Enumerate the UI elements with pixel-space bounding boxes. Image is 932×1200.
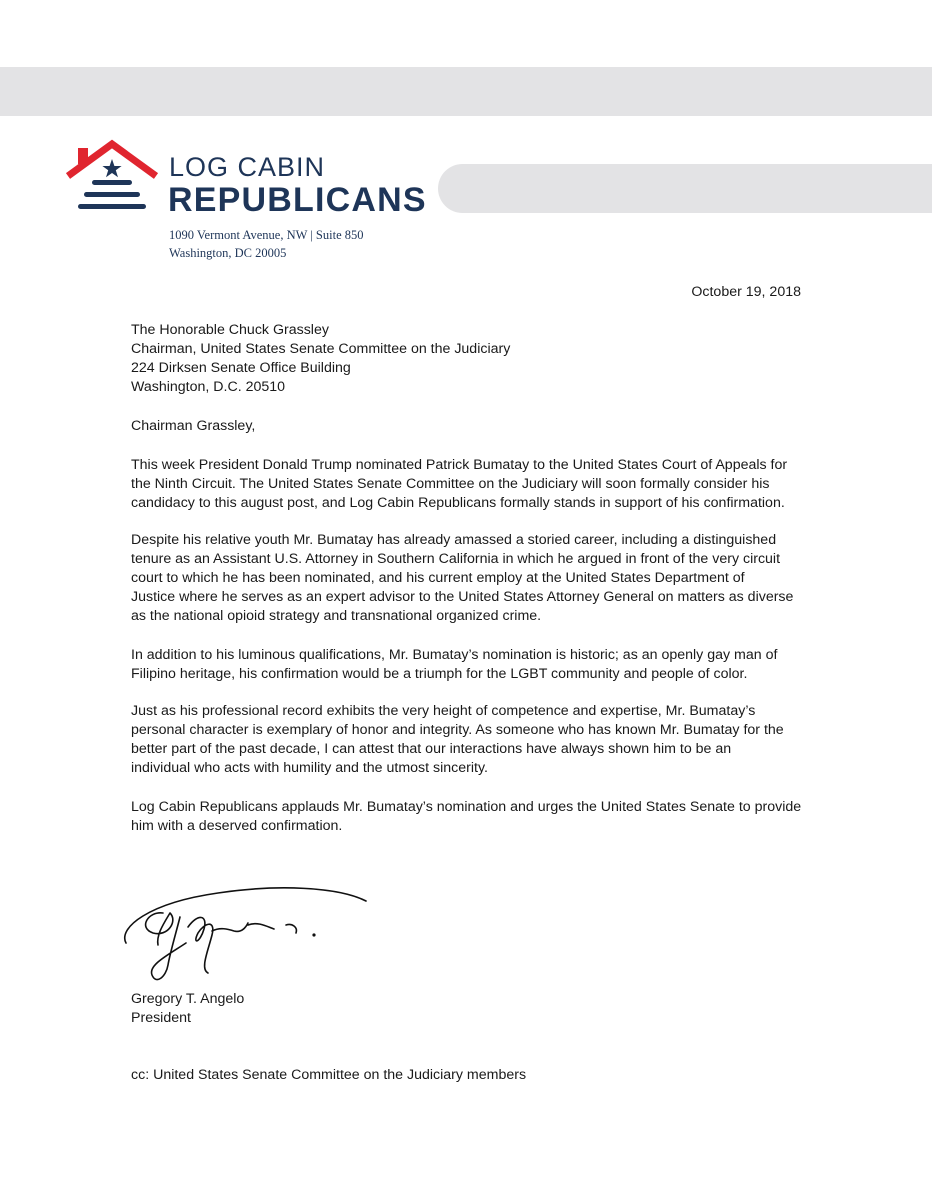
recipient-line: Washington, D.C. 20510 bbox=[131, 379, 286, 395]
cc-text: cc: United States Senate Committee on the Judiciary members bbox=[131, 1067, 527, 1083]
body-paragraph-5 bbox=[131, 798, 811, 836]
logo-wordmark-top: LOG CABIN bbox=[169, 152, 326, 182]
paragraph-line: In addition to his luminous qualifications, Mr. Bumatay’s nomination is historic; as an openly gay man of bbox=[131, 647, 778, 663]
body-paragraph-2 bbox=[131, 531, 811, 626]
address-street: 1090 Vermont Avenue, NW | Suite 850 bbox=[169, 228, 364, 242]
paragraph-line: Justice where he serves as an expert advisor to the United States Attorney General on matters as diverse bbox=[131, 589, 794, 605]
signer-name: Gregory T. Angelo bbox=[131, 991, 245, 1007]
signer-block bbox=[131, 990, 811, 1028]
address-city: Washington, DC 20005 bbox=[169, 246, 287, 260]
body-paragraph-4 bbox=[131, 702, 811, 778]
paragraph-line: tenure as an Assistant U.S. Attorney in Southern California in which he argued in front of the very circuit bbox=[131, 551, 781, 567]
recipient-line: Chairman, United States Senate Committee on the Judiciary bbox=[131, 341, 511, 357]
paragraph-line: candidacy to this august post, and Log Cabin Republicans formally stands in support of his confirmation. bbox=[131, 495, 785, 511]
paragraph-line: individual who acts with humility and the utmost sincerity. bbox=[131, 760, 488, 776]
paragraph-line: better part of the past decade, I can attest that our interactions have always shown him to be an bbox=[131, 741, 732, 757]
recipient-line: The Honorable Chuck Grassley bbox=[131, 322, 329, 338]
letterhead-address bbox=[169, 226, 364, 262]
cc-line bbox=[131, 1066, 811, 1085]
header-gray-pill bbox=[438, 164, 932, 213]
paragraph-line: him with a deserved confirmation. bbox=[131, 818, 343, 834]
recipient-line: 224 Dirksen Senate Office Building bbox=[131, 360, 351, 376]
recipient-block bbox=[131, 321, 811, 397]
salutation bbox=[131, 417, 811, 436]
top-gray-band bbox=[0, 67, 932, 116]
paragraph-line: personal character is exemplary of honor and integrity. As someone who has known Mr. Bumatay for the bbox=[131, 722, 784, 738]
salutation-text: Chairman Grassley, bbox=[131, 418, 256, 434]
paragraph-line: Just as his professional record exhibits the very height of competence and expertise, Mr. Bumatay’s bbox=[131, 703, 756, 719]
handwritten-signature bbox=[108, 873, 378, 993]
body-paragraph-3 bbox=[131, 646, 811, 684]
paragraph-line: Log Cabin Republicans applauds Mr. Bumatay’s nomination and urges the United States Senate to provide bbox=[131, 799, 802, 815]
paragraph-line: the Ninth Circuit. The United States Senate Committee on the Judiciary will soon formally consider his bbox=[131, 476, 770, 492]
letter-date: October 19, 2018 bbox=[691, 284, 801, 300]
signer-title: President bbox=[131, 1010, 191, 1026]
paragraph-line: as the national opioid strategy and transnational organized crime. bbox=[131, 608, 542, 624]
paragraph-line: Despite his relative youth Mr. Bumatay has already amassed a storied career, including a distinguished bbox=[131, 532, 777, 548]
paragraph-line: This week President Donald Trump nominated Patrick Bumatay to the United States Court of Appeals for bbox=[131, 457, 788, 473]
house-star-logo-icon bbox=[64, 138, 160, 218]
paragraph-line: Filipino heritage, his confirmation would be a triumph for the LGBT community and people of color. bbox=[131, 666, 748, 682]
logo-wordmark-bottom: REPUBLICANS bbox=[168, 181, 427, 219]
body-paragraph-1 bbox=[131, 456, 811, 513]
paragraph-line: court to which he has been nominated, and his current employ at the United States Department of bbox=[131, 570, 745, 586]
